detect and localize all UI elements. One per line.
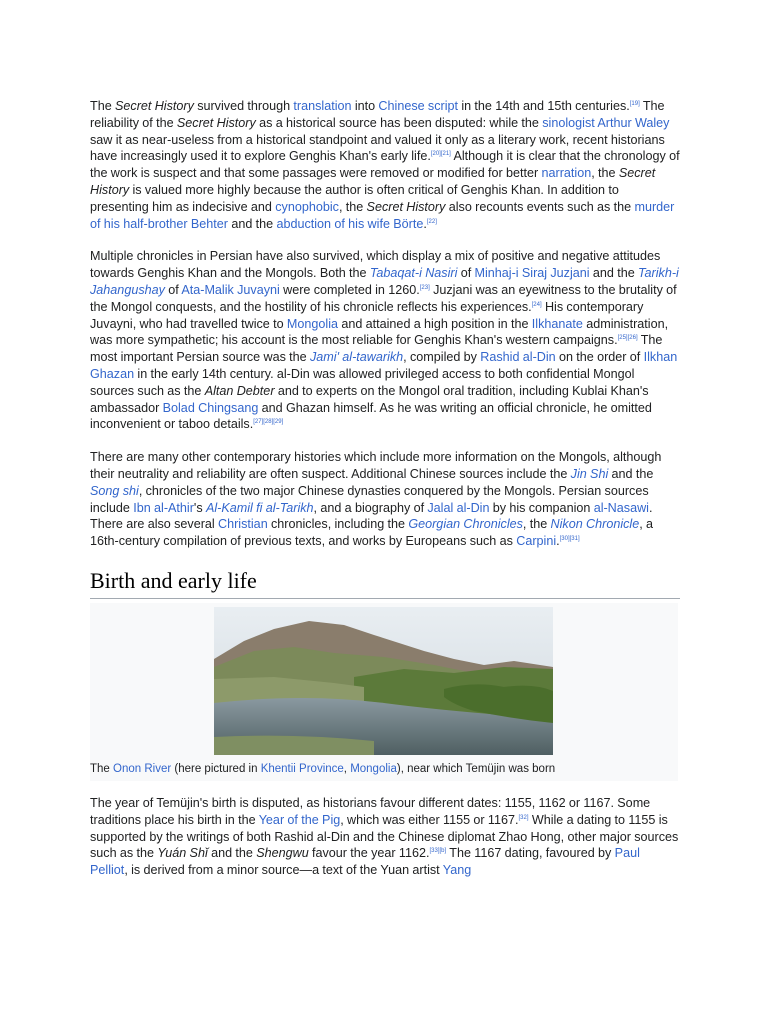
text-run: His contemporary Juvayni, who had travelled twice to — [90, 299, 644, 331]
citation-ref[interactable]: [b] — [439, 848, 447, 855]
text-run: Secret History — [115, 99, 194, 113]
text-run: , — [343, 762, 351, 775]
section-heading: Birth and early life — [90, 566, 680, 599]
text-run: The most important Persian source was the — [90, 333, 663, 365]
text-run: . — [556, 534, 560, 549]
citation-ref[interactable]: [29] — [273, 419, 284, 426]
wiki-link[interactable]: Mongolia — [286, 316, 339, 331]
text-run: in the 14th and 15th centuries. — [458, 99, 630, 113]
text-run: administration, was more sympathetic; his account is the most reliable for Genghis Khan's western campaigns. — [90, 316, 669, 348]
wiki-link[interactable]: Al-Kamil fi al-Tarikh — [205, 500, 314, 515]
text-run: Multiple chronicles in Persian have also survived, which display a mix of positive and negative attitudes towards Genghis Khan and the Mongols. Both the — [90, 249, 661, 281]
wiki-link[interactable]: Paul Pelliot — [90, 846, 640, 878]
wiki-link[interactable]: murder of his half-brother Behter — [90, 199, 675, 231]
wiki-link[interactable]: Tarikh-i Jahangushay — [90, 266, 679, 297]
wiki-link[interactable]: Yang — [442, 863, 472, 878]
text-run: (here pictured in — [171, 762, 261, 775]
text-run: is valued more highly because the author is often critical of Genghis Khan. In addition to presenting him as indecisive and — [90, 182, 619, 214]
text-run: Although it is clear that the chronology of the work is suspect and that some passages were removed or modified for better — [90, 149, 680, 181]
wiki-link[interactable]: Tabaqat-i Nasiri — [369, 266, 458, 281]
wiki-link[interactable]: Chinese script — [378, 99, 459, 113]
text-run: While a dating to 1155 is supported by the writings of both Rashid al-Din and the Chinese diplomat Zhao Hong, other major sources such as the — [90, 812, 679, 861]
citation-ref[interactable]: [22] — [426, 218, 437, 225]
citation-ref[interactable]: [31] — [569, 535, 580, 542]
text-run: There are many other contemporary histories which include more information on the Mongols, although their neutrality and reliability are often suspect. Additional Chinese sources include the — [90, 450, 662, 481]
citation-ref[interactable]: [21] — [440, 151, 451, 158]
paragraph-persian-chronicles — [90, 248, 680, 433]
text-run: Yuán Shǐ — [157, 846, 208, 861]
wiki-link[interactable]: Minhaj-i Siraj Juzjani — [474, 266, 590, 281]
wiki-link[interactable]: Arthur Waley — [597, 115, 670, 130]
text-run: also recounts events such as the — [445, 199, 635, 214]
wiki-link[interactable]: Nikon Chronicle — [550, 517, 640, 532]
text-run: The year of Temüjin's birth is disputed, as historians favour different dates: 1155, 1162 or 1167. Some traditions place his birth in the — [90, 795, 651, 827]
text-run: , chronicles of the two major Chinese dynasties conquered by the Mongols. Persian sources include — [90, 483, 649, 515]
text-run: , a 16th-century compilation of previous texts, and works by Europeans such as — [90, 517, 654, 549]
text-run: , the — [591, 166, 619, 181]
text-run: by his companion — [489, 500, 594, 515]
article-content — [90, 98, 680, 895]
text-run: Secret History — [176, 115, 256, 130]
text-run: were completed in 1260. — [279, 282, 420, 297]
text-run: 's — [193, 500, 206, 515]
text-run: . There are also several — [90, 500, 653, 532]
wiki-link[interactable]: al-Nasawi — [593, 500, 649, 515]
wiki-link[interactable]: Song shi — [90, 483, 139, 498]
text-run: Secret History — [366, 199, 446, 214]
text-run: into — [351, 99, 379, 113]
citation-ref[interactable]: [28] — [263, 419, 274, 426]
citation-ref[interactable]: [24] — [531, 301, 542, 308]
text-run: and the — [589, 266, 639, 281]
text-run: , compiled by — [403, 350, 481, 365]
citation-ref[interactable]: [33] — [429, 848, 440, 855]
citation-ref[interactable]: [25] — [617, 335, 628, 342]
text-run: and Ghazan himself. As he was writing an official chronicle, he omitted inconvenient or taboo details. — [90, 400, 652, 432]
text-run: Juzjani was an eyewitness to the brutality of the Mongol conquests, and the hostility of his chronicle reflects his experiences. — [90, 282, 677, 314]
figure-onon-river — [90, 603, 678, 781]
figure-caption — [90, 755, 678, 777]
wiki-link[interactable]: Christian — [218, 517, 268, 532]
text-run: Shengwu — [256, 846, 309, 861]
citation-ref[interactable]: [20] — [430, 151, 441, 158]
text-run: The — [90, 762, 114, 775]
citation-ref[interactable]: [30] — [559, 535, 570, 542]
onon-river-image — [214, 607, 553, 755]
text-run: chronicles, including the — [267, 517, 409, 532]
wiki-link[interactable]: narration — [541, 166, 592, 181]
text-run: saw it as near-useless from a historical standpoint and valued it only as a literary work, recent historians have increasingly used it to explore Genghis Khan's early life. — [90, 132, 665, 164]
wiki-link[interactable]: Mongolia — [350, 762, 397, 775]
text-run: and attained a high position in the — [338, 316, 532, 331]
text-run: , the — [522, 517, 551, 532]
wiki-link[interactable]: Carpini — [516, 534, 557, 549]
onon-river-photo[interactable] — [214, 607, 553, 755]
text-run: and the — [207, 846, 257, 861]
wiki-link[interactable]: Onon River — [113, 762, 172, 775]
wiki-link[interactable]: sinologist — [542, 115, 595, 130]
text-run: The 1167 dating, favoured by — [446, 846, 615, 861]
text-run: in the early 14th century. al-Din was allowed privileged access to both confidential Mongol sources such as the — [90, 366, 635, 398]
citation-ref[interactable]: [19] — [629, 100, 640, 107]
text-run: The reliability of the — [90, 99, 665, 130]
wiki-link[interactable]: Ilkhan Ghazan — [90, 350, 678, 381]
text-run: , the — [338, 199, 367, 214]
text-run: of — [457, 266, 475, 281]
text-run: Altan Debter — [204, 383, 275, 398]
wiki-link[interactable]: Jin Shi — [570, 466, 609, 481]
wiki-link[interactable]: Rashid al-Din — [480, 350, 556, 365]
wiki-link[interactable]: Ata-Malik Juvayni — [181, 282, 280, 297]
text-run: and to experts on the Mongol oral tradition, including Kublai Khan's ambassador — [90, 383, 649, 415]
text-run: and the — [228, 216, 277, 231]
citation-ref[interactable]: [32] — [518, 814, 529, 821]
wiki-link[interactable]: translation — [293, 99, 352, 113]
wiki-link[interactable]: Ibn al-Athir — [133, 500, 194, 515]
text-run: on the order of — [555, 350, 644, 365]
text-run: , and a biography of — [313, 500, 428, 515]
wiki-link[interactable]: Khentii Province — [260, 762, 344, 775]
text-run: ), near which Temüjin was born — [396, 762, 556, 775]
text-run: favour the year 1162. — [308, 846, 430, 861]
wiki-link[interactable]: Jami' al-tawarikh — [309, 350, 404, 365]
wiki-link[interactable]: Ilkhanate — [531, 316, 583, 331]
wiki-link[interactable]: Bolad Chingsang — [162, 400, 259, 415]
text-run: . — [423, 216, 427, 231]
text-run: survived through — [193, 99, 294, 113]
text-run: and the — [608, 466, 654, 481]
text-run: The — [90, 99, 115, 113]
paragraph-birth-year — [90, 795, 680, 879]
text-run: Secret History — [90, 166, 656, 197]
citation-ref[interactable]: [26] — [627, 335, 638, 342]
wiki-link[interactable]: cynophobic — [275, 199, 339, 214]
text-run: , is derived from a minor source—a text of the Yuan artist — [124, 863, 443, 878]
wiki-link[interactable]: Georgian Chronicles — [408, 517, 523, 532]
text-run: , which was either 1155 or 1167. — [340, 812, 519, 827]
wiki-link[interactable]: Year of the Pig — [258, 812, 341, 827]
wiki-link[interactable]: Jalal al-Din — [427, 500, 490, 515]
text-run: of — [164, 282, 182, 297]
paragraph-other-histories — [90, 449, 680, 550]
wiki-link[interactable]: abduction of his wife Börte — [276, 216, 424, 231]
citation-ref[interactable]: [27] — [253, 419, 264, 426]
paragraph-secret-history — [90, 98, 680, 232]
text-run: as a historical source has been disputed: while the — [255, 115, 543, 130]
citation-ref[interactable]: [23] — [419, 284, 430, 291]
